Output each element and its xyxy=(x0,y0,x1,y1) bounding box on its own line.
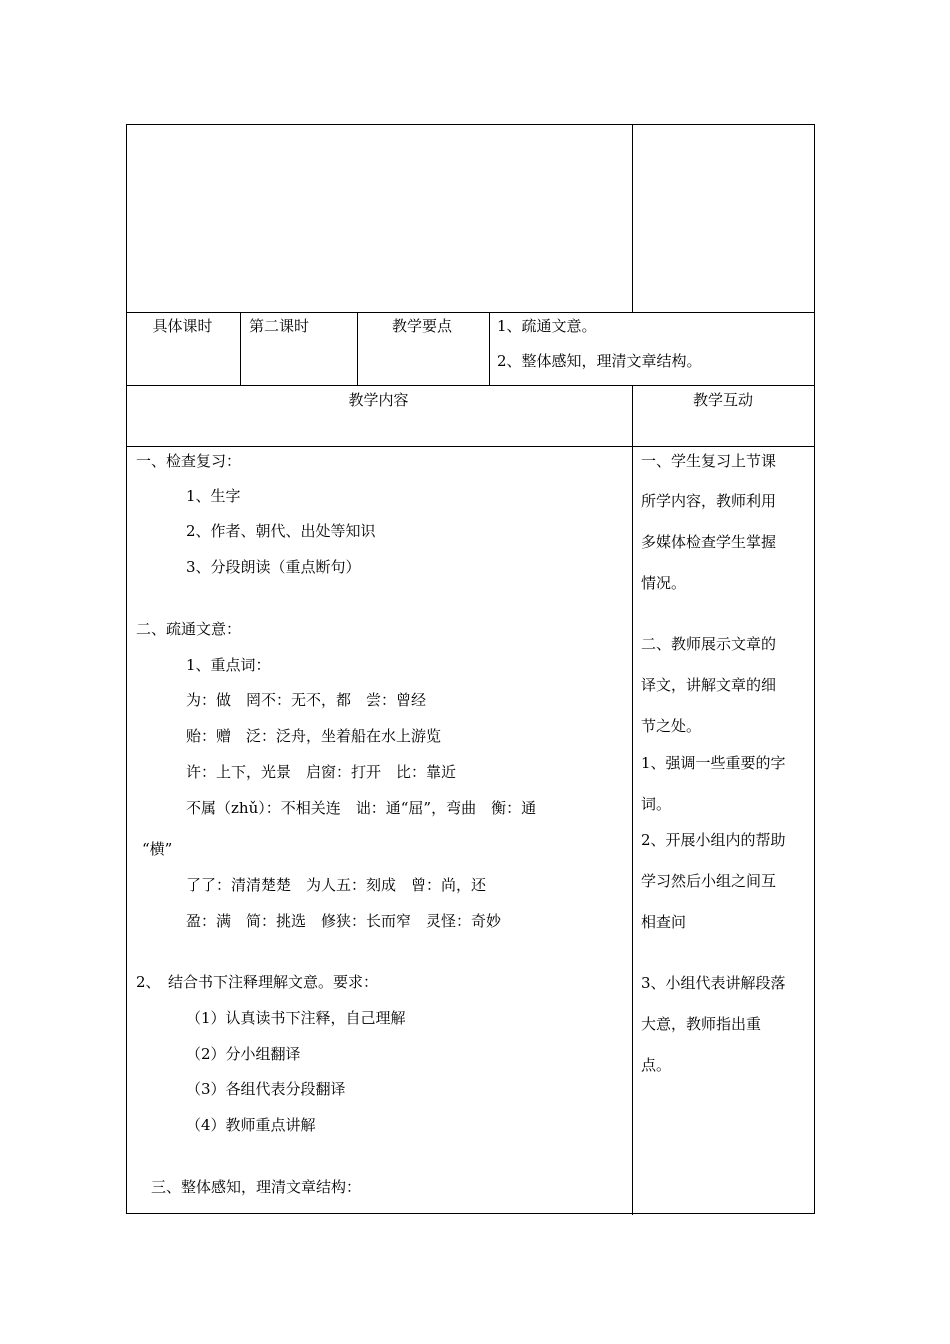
interaction-line: 节之处。 xyxy=(641,717,702,735)
interaction-line: 词。 xyxy=(641,795,672,813)
requirement-item: （3）各组代表分段翻译 xyxy=(186,1080,346,1098)
vocab-line: 许：上下，光景 启窗：打开 比：靠近 xyxy=(186,763,457,781)
key-point-2: 2、整体感知，理清文章结构。 xyxy=(497,352,702,370)
vocab-line: 贻：赠 泛：泛舟，坐着船在水上游览 xyxy=(186,727,442,745)
interaction-line: 学习然后小组之间互 xyxy=(641,872,777,890)
column-divider xyxy=(489,312,490,385)
requirement-item: （2）分小组翻译 xyxy=(186,1045,301,1063)
column-divider xyxy=(632,385,633,1215)
interaction-line: 大意，教师指出重 xyxy=(641,1015,762,1033)
interaction-line: 1、强调一些重要的字 xyxy=(641,754,786,772)
interaction-line: 2、开展小组内的帮助 xyxy=(641,831,786,849)
interaction-line: 相查问 xyxy=(641,913,687,931)
interaction-line: 译文，讲解文章的细 xyxy=(641,676,777,694)
row-divider xyxy=(127,385,814,386)
section-3-title: 三、整体感知，理清文章结构： xyxy=(151,1178,362,1196)
section-2-subtitle: 1、重点词： xyxy=(186,656,271,674)
interaction-line: 3、小组代表讲解段落 xyxy=(641,974,786,992)
requirement-item: （1）认真读书下注释，自己理解 xyxy=(186,1009,406,1027)
row-divider xyxy=(127,446,814,447)
vocab-line: 了了：清清楚楚 为人五：刻成 曾：尚，还 xyxy=(186,876,487,894)
vocab-line: 盈：满 简：挑选 修狭：长而窄 灵怪：奇妙 xyxy=(186,912,502,930)
row-divider xyxy=(127,312,814,313)
period-value: 第二课时 xyxy=(249,317,310,335)
vocab-line: 为：做 罔不：无不，都 尝：曾经 xyxy=(186,691,427,709)
key-point-1: 1、疏通文意。 xyxy=(497,317,597,335)
content-header: 教学内容 xyxy=(348,391,409,409)
interaction-line: 多媒体检查学生掌握 xyxy=(641,533,777,551)
column-divider xyxy=(240,312,241,385)
section-1-item: 3、分段朗读（重点断句） xyxy=(186,558,361,576)
section-2-title: 二、疏通文意： xyxy=(136,620,242,638)
section-2-subtitle: 2、 结合书下注释理解文意。要求： xyxy=(136,973,379,991)
interaction-line: 二、教师展示文章的 xyxy=(641,635,777,653)
interaction-line: 一、学生复习上节课 xyxy=(641,452,777,470)
vocab-line: 不属（zhǔ）：不相关连 诎：通“屈”，弯曲 衡：通 xyxy=(186,799,537,817)
period-label: 具体课时 xyxy=(152,317,213,335)
requirement-item: （4）教师重点讲解 xyxy=(186,1116,316,1134)
section-1-item: 2、作者、朝代、出处等知识 xyxy=(186,522,376,540)
interaction-line: 所学内容，教师利用 xyxy=(641,492,777,510)
column-divider xyxy=(632,125,633,312)
interaction-line: 情况。 xyxy=(641,574,687,592)
interaction-header: 教学互动 xyxy=(692,391,753,409)
section-1-item: 1、生字 xyxy=(186,487,241,505)
key-points-label: 教学要点 xyxy=(391,317,452,335)
vocab-line: “横” xyxy=(142,840,173,858)
interaction-line: 点。 xyxy=(641,1056,672,1074)
section-1-title: 一、检查复习： xyxy=(136,452,242,470)
